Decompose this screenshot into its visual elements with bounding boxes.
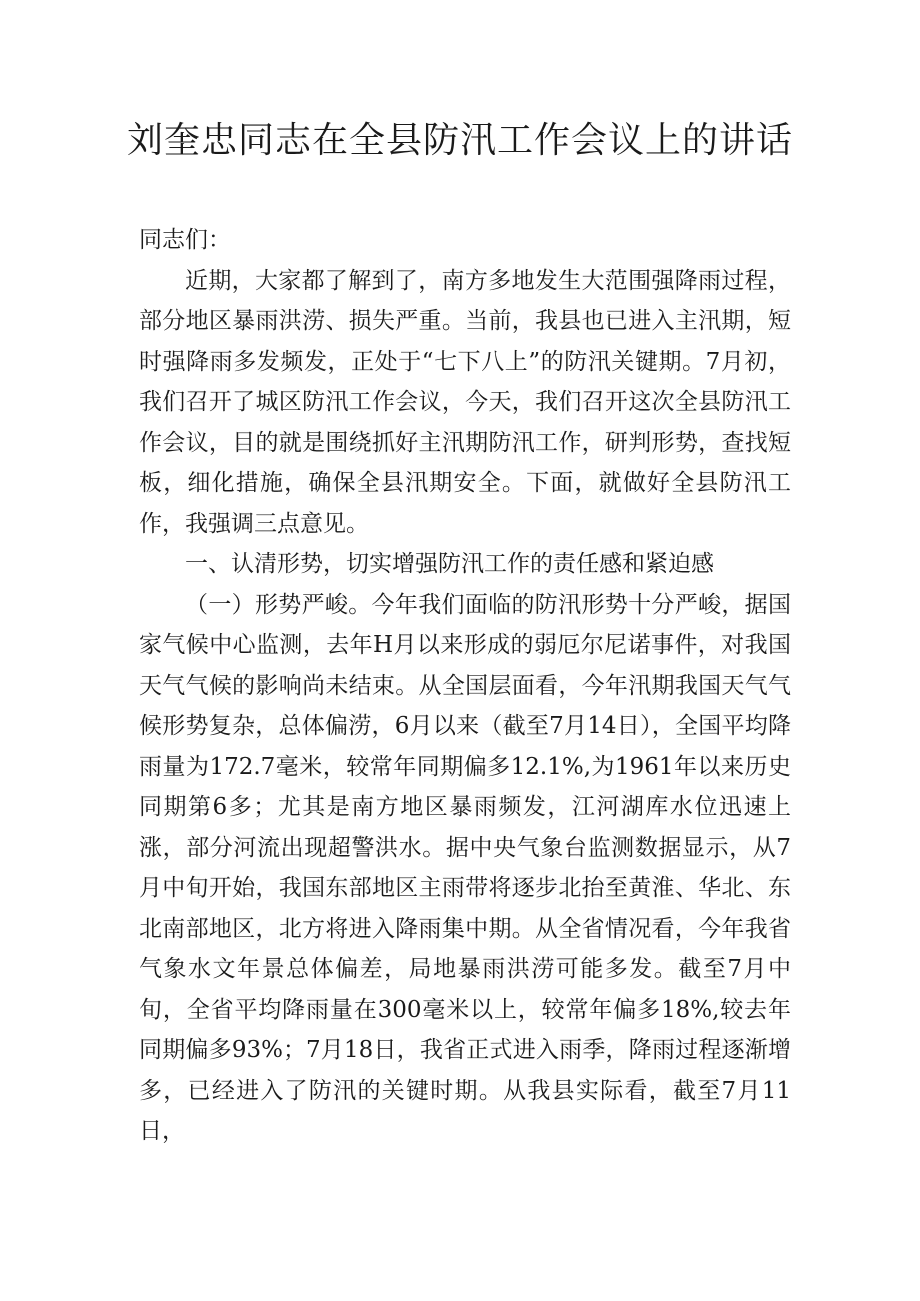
section-paragraph: （一）形势严峻。今年我们面临的防汛形势十分严峻，据国家气候中心监测，去年H月以来形成的弱厄尔尼诺事件，对我国天气气候的影响尚未结束。从全国层面看，今年汛期我国天气气候形势复杂，总体偏涝，6月以来（截至7月14日），全国平均降雨量为172.7毫米，较常年同期偏多12.1%,为1961年以来历史同期第6多；尤其是南方地区暴雨频发，江河湖库水位迅速上涨，部分河流出现超警洪水。据中央气象台监测数据显示，从7月中旬开始，我国东部地区主雨带将逐步北抬至黄淮、华北、东北南部地区，北方将进入降雨集中期。从全省情况看，今年我省气象水文年景总体偏差，局地暴雨洪涝可能多发。截至7月中旬，全省平均降雨量在300毫米以上，较常年偏多18%,较去年同期偏多93%；7月18日，我省正式进入雨季，降雨过程逐渐增多，已经进入了防汛的关键时期。从我县实际看，截至7月11日， bbox=[139, 591, 791, 1144]
body-paragraph: 近期，大家都了解到了，南方多地发生大范围强降雨过程，部分地区暴雨洪涝、损失严重。当前，我县也已进入主汛期，短时强降雨多发频发，正处于“七下八上”的防汛关键期。7月初，我们召开了城区防汛工作会议，今天，我们召开这次全县防汛工作会议，目的就是围绕抓好主汛期防汛工作，研判形势，查找短板，细化措施，确保全县汛期安全。下面，就做好全县防汛工作，我强调三点意见。 bbox=[139, 267, 791, 537]
section-heading: 一、认清形势，切实增强防汛工作的责任感和紧迫感 bbox=[185, 551, 714, 577]
document-title: 刘奎忠同志在全县防汛工作会议上的讲话 bbox=[126, 120, 793, 161]
document-body bbox=[139, 220, 791, 1152]
salutation: 同志们： bbox=[139, 227, 231, 253]
